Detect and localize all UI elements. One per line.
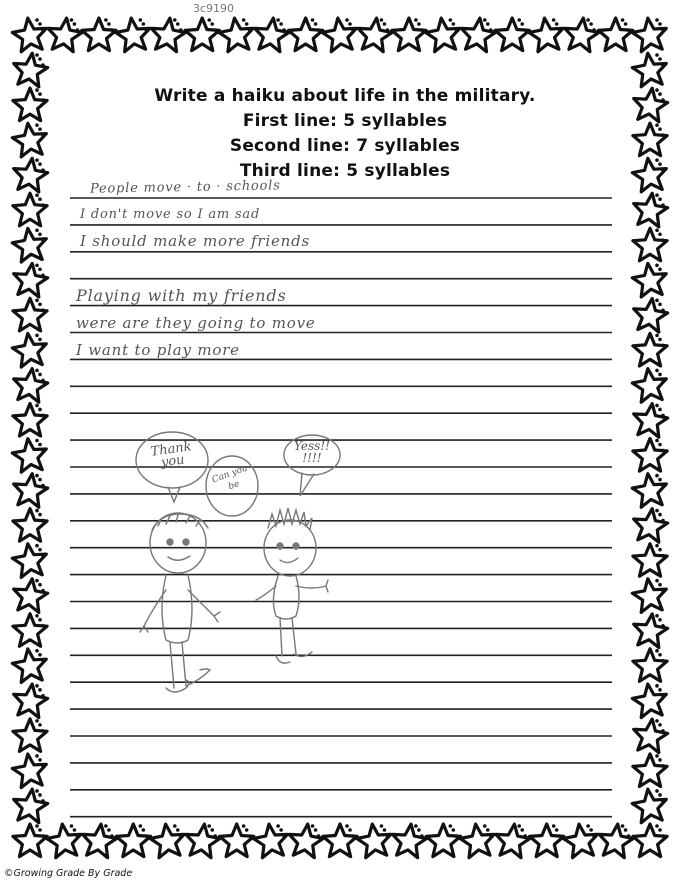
handwritten-line: I don't move so I am sad xyxy=(80,207,261,222)
handwritten-line: were are they going to move xyxy=(76,314,316,332)
syllable-rule-2: Second line: 7 syllables xyxy=(229,136,461,156)
bubble-right-text: Yess!! !!!! xyxy=(294,439,330,465)
top-scribble: 3c9190 xyxy=(193,2,235,15)
handwritten-line: Playing with my friends xyxy=(76,286,287,305)
copyright-footer: ©Growing Grade By Grade xyxy=(4,868,133,879)
figure-right-head xyxy=(264,520,316,576)
child-drawing xyxy=(130,430,380,710)
stick-figures-sketch xyxy=(130,430,380,710)
handwritten-line: People move · to · schools xyxy=(89,178,281,197)
bubble-middle-text: Can you be xyxy=(210,463,250,493)
handwritten-line: I should make more friends xyxy=(80,232,311,250)
syllable-rule-3: Third line: 5 syllables xyxy=(239,161,451,181)
handwritten-line: I want to play more xyxy=(76,341,240,359)
prompt-title: Write a haiku about life in the military. xyxy=(154,86,536,106)
syllable-rule-1: First line: 5 syllables xyxy=(242,111,448,131)
bubble-left-text: Thank you xyxy=(149,439,193,471)
